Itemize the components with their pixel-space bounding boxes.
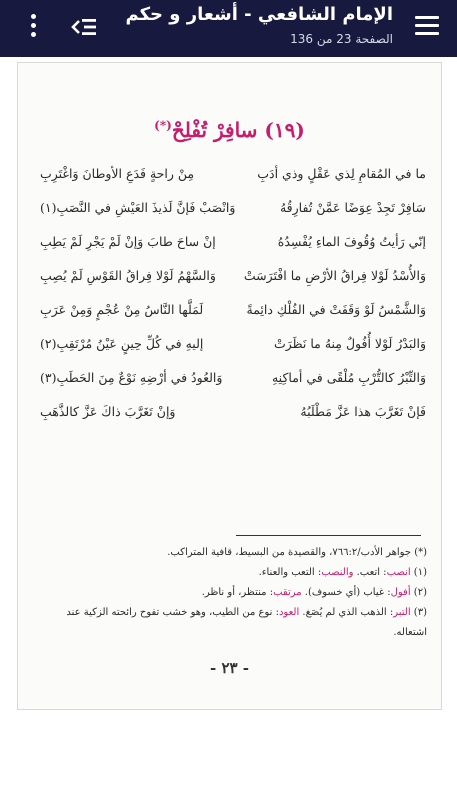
- verse-second-half: وَإنْ تَغَرَّبَ ذاكَ عَزَّ كالذَّهَبِ: [40, 404, 176, 419]
- verse-row: [40, 294, 426, 328]
- page-number: - ٢٣ -: [209, 659, 250, 677]
- verse-first-half: وَالتِّبْرُ كالتُّرْبِ مُلْقًى في أماكِنِهِ: [271, 370, 426, 385]
- footnote-text: (*) جواهر الأدب/٧٦٦:٢، والقصيدة من البسيط، قافية المتراكب.: [167, 547, 427, 558]
- footnote-line: [35, 543, 427, 563]
- page-indicator: الصفحة 23 من 136: [290, 32, 393, 46]
- footnote-text: : منتظر، أو ناظر.: [201, 587, 274, 598]
- verse-first-half: ما في المُقامِ لِذي عَقْلٍ وذي أدَبِ: [257, 166, 426, 181]
- footnote-term: مرتقب: [273, 587, 302, 598]
- verse-row: [40, 362, 426, 396]
- verses: [40, 158, 426, 430]
- footnote-divider: [236, 535, 421, 536]
- more-vert-icon[interactable]: [28, 14, 38, 40]
- verse-second-half: وَالسَّهْمُ لَوْلا فِراقُ القَوْسِ لَمْ يُصِبِ: [40, 268, 216, 283]
- verse-second-half: إنْ ساحَ طابَ وَإنْ لَمْ يَجْرِ لَمْ يَطِبِ: [40, 234, 216, 249]
- verse-second-half: وَانْصَبْ فَإنَّ لَذيذَ العَيْشِ في النَّصَبِ(١): [40, 200, 236, 215]
- footnotes: [35, 543, 427, 643]
- verse-first-half: فَإنْ تَغَرَّبَ هذا عَزَّ مَطْلَبُهُ: [300, 404, 426, 419]
- footnote-text: (١): [410, 567, 427, 578]
- verse-first-half: وَالبَدْرُ لَوْلا أُفُولٌ مِنهُ ما نَظَرَتْ: [273, 336, 426, 351]
- app-bar: [0, 0, 457, 57]
- footnote-term: التبر: [393, 607, 411, 618]
- verse-row: [40, 192, 426, 226]
- verse-second-half: وَالعُودُ في أرْضِهِ نَوْعٌ مِنَ الحَطَبِ(٣): [40, 370, 223, 385]
- footnote-line: [35, 603, 427, 643]
- footnote-line: [35, 583, 427, 603]
- verse-second-half: مِنْ راحةٍ فَدَعِ الأوطانَ وَاغْتَرِبِ: [40, 166, 195, 181]
- verse-row: [40, 260, 426, 294]
- footnote-term: العود: [278, 607, 300, 618]
- title-footnote-mark: (*): [154, 118, 172, 133]
- poem-title-text: (١٩) سافِرْ تُفْلِحْ: [171, 118, 305, 142]
- poem-title: [18, 118, 441, 142]
- verse-first-half: سَافِرْ تَجِدْ عِوَضًا عَمَّنْ تُفارِقُهُ: [279, 200, 426, 215]
- verse-row: [40, 158, 426, 192]
- menu-icon[interactable]: [415, 16, 439, 38]
- footnote-text: : اتعب.: [353, 567, 387, 578]
- footnote-term: أفول: [390, 587, 411, 598]
- footnote-text: : نوع من الطيب، وهو خشب تفوح رائحته الزكية عند اشتعاله.: [66, 607, 427, 638]
- verse-first-half: وَالأُسْدُ لَوْلا فِراقُ الأرْضِ ما افْتَرَسَتْ: [243, 268, 426, 283]
- footnote-text: : غياب (أي خسوف).: [301, 587, 391, 598]
- book-page: [17, 62, 442, 710]
- app-title: الإمام الشافعي - أشعار و حكم: [125, 4, 393, 25]
- table-of-contents-icon[interactable]: [70, 14, 98, 40]
- verse-row: [40, 328, 426, 362]
- footnote-text: : التعب والعناء.: [258, 567, 322, 578]
- footnote-text: (٢): [410, 587, 427, 598]
- verse-first-half: وَالشَّمْسُ لَوْ وَقَفَتْ في الفُلْكِ دائِمةً: [246, 302, 426, 317]
- footnote-term: والنصب: [321, 567, 354, 578]
- footnote-text: (٣): [410, 607, 427, 618]
- verse-first-half: إنّي رَأيتُ وُقُوفَ الماءِ يُفْسِدُهُ: [277, 234, 426, 249]
- footnote-line: [35, 563, 427, 583]
- verse-row: [40, 396, 426, 430]
- verse-row: [40, 226, 426, 260]
- verse-second-half: إليهِ في كُلِّ حِينٍ عَيْنُ مُرْتَقِبِ(٢): [40, 336, 204, 351]
- verse-second-half: لَمَلَّها النَّاسُ مِنْ عُجْمٍ وَمِنْ عَرَبِ: [40, 302, 204, 317]
- footnote-term: انصب: [386, 567, 411, 578]
- footnote-text: : الذهب الذي لم يُصَغ.: [299, 607, 394, 618]
